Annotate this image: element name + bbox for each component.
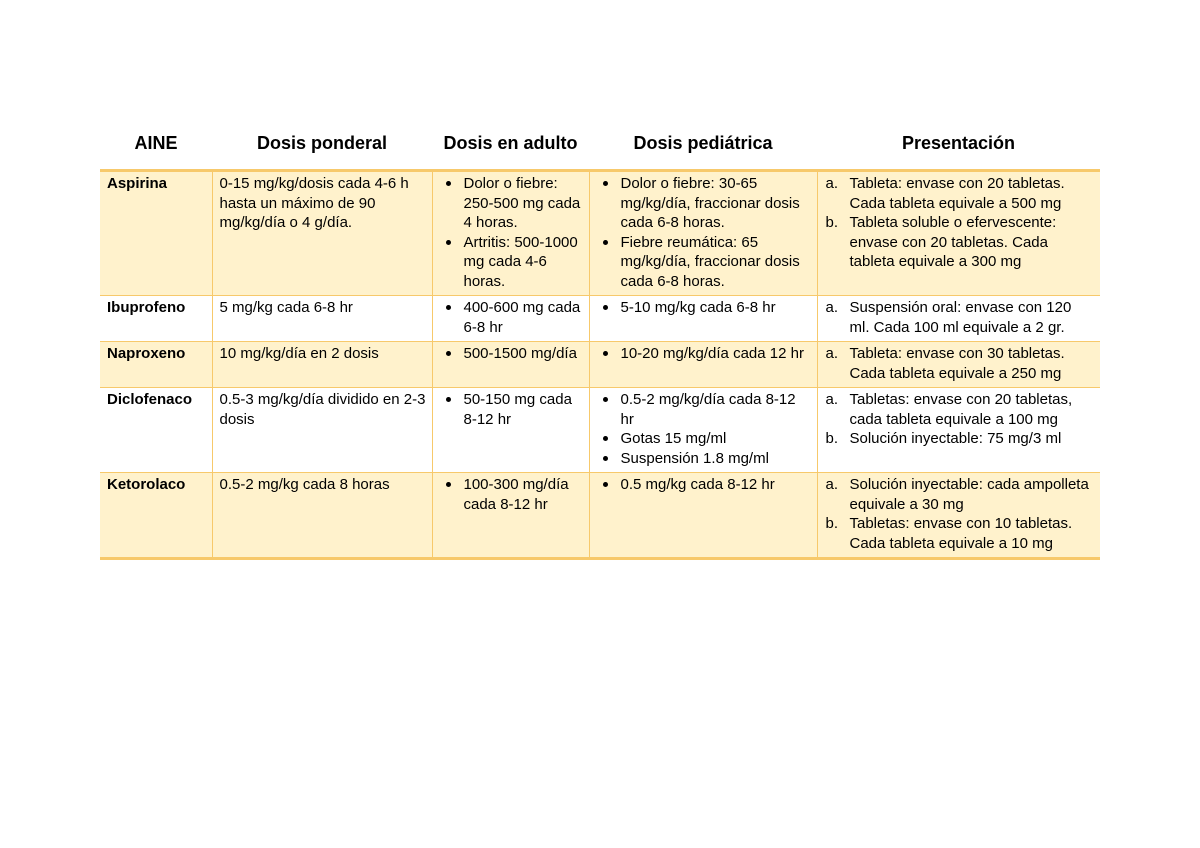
list-marker: a. xyxy=(825,175,839,192)
bullet-item: Artritis: 500-1000 mg cada 4-6 horas. xyxy=(464,233,583,292)
lettered-list xyxy=(825,298,1095,337)
presentation-text: Tableta: envase con 30 tabletas. Cada tableta equivale a 250 mg xyxy=(849,345,1065,382)
bullet-item: 500-1500 mg/día xyxy=(464,344,583,364)
aine-name-cell: Diclofenaco xyxy=(100,388,212,473)
dosis-pediatrica-cell xyxy=(589,473,817,559)
lettered-list xyxy=(825,475,1095,553)
bullet-item: 100-300 mg/día cada 8-12 hr xyxy=(464,475,583,514)
bullet-item: 0.5-2 mg/kg/día cada 8-12 hr xyxy=(621,390,811,429)
table-row xyxy=(100,342,1100,388)
list-marker: a. xyxy=(825,345,839,362)
dosis-pediatrica-cell xyxy=(589,342,817,388)
lettered-item xyxy=(825,344,1095,383)
bullet-item: 400-600 mg cada 6-8 hr xyxy=(464,298,583,337)
presentation-text: Tabletas: envase con 10 tabletas. Cada tableta equivale a 10 mg xyxy=(849,515,1073,552)
bullet-list xyxy=(440,475,583,514)
bullet-list xyxy=(440,390,583,429)
dosis-ponderal-cell: 0.5-3 mg/kg/día dividido en 2-3 dosis xyxy=(212,388,432,473)
list-marker: b. xyxy=(825,214,839,231)
bullet-item: 0.5 mg/kg cada 8-12 hr xyxy=(621,475,811,495)
presentation-text: Tableta: envase con 20 tabletas. Cada tableta equivale a 500 mg xyxy=(849,175,1065,212)
dosis-ponderal-cell: 0-15 mg/kg/dosis cada 4-6 h hasta un máximo de 90 mg/kg/día o 4 g/día. xyxy=(212,171,432,296)
table-row xyxy=(100,473,1100,559)
lettered-item xyxy=(825,213,1095,272)
bullet-list xyxy=(597,174,811,291)
bullet-item: 10-20 mg/kg/día cada 12 hr xyxy=(621,344,811,364)
table-row xyxy=(100,388,1100,473)
presentation-text: Tableta soluble o efervescente: envase con 20 tabletas. Cada tableta equivale a 300 mg xyxy=(849,214,1057,270)
header-dosis-pediatrica: Dosis pediátrica xyxy=(589,117,817,171)
dosis-adulto-cell xyxy=(432,388,589,473)
aine-name-cell: Naproxeno xyxy=(100,342,212,388)
lettered-item xyxy=(825,475,1095,514)
bullet-item: Dolor o fiebre: 250-500 mg cada 4 horas. xyxy=(464,174,583,233)
bullet-item: Gotas 15 mg/ml xyxy=(621,429,811,449)
aine-name-cell: Ibuprofeno xyxy=(100,296,212,342)
header-dosis-ponderal: Dosis ponderal xyxy=(212,117,432,171)
dosis-ponderal-cell: 5 mg/kg cada 6-8 hr xyxy=(212,296,432,342)
header-presentacion: Presentación xyxy=(817,117,1100,171)
dosis-pediatrica-cell xyxy=(589,171,817,296)
bullet-list xyxy=(440,344,583,364)
lettered-item xyxy=(825,429,1095,449)
list-marker: a. xyxy=(825,391,839,408)
lettered-item xyxy=(825,390,1095,429)
dosis-adulto-cell xyxy=(432,171,589,296)
bullet-list xyxy=(597,298,811,318)
bullet-list xyxy=(597,344,811,364)
aine-name-cell: Ketorolaco xyxy=(100,473,212,559)
presentacion-cell xyxy=(817,171,1100,296)
lettered-item xyxy=(825,514,1095,553)
bullet-item: 50-150 mg cada 8-12 hr xyxy=(464,390,583,429)
lettered-item xyxy=(825,174,1095,213)
table-body xyxy=(100,171,1100,559)
bullet-list xyxy=(440,174,583,291)
dosis-pediatrica-cell xyxy=(589,296,817,342)
dosis-adulto-cell xyxy=(432,296,589,342)
aine-dosage-table xyxy=(100,117,1100,560)
dosis-ponderal-cell: 0.5-2 mg/kg cada 8 horas xyxy=(212,473,432,559)
presentacion-cell xyxy=(817,342,1100,388)
header-aine: AINE xyxy=(100,117,212,171)
lettered-list xyxy=(825,174,1095,272)
lettered-item xyxy=(825,298,1095,337)
dosis-pediatrica-cell xyxy=(589,388,817,473)
header-row xyxy=(100,117,1100,171)
presentation-text: Solución inyectable: 75 mg/3 ml xyxy=(849,430,1062,447)
presentacion-cell xyxy=(817,296,1100,342)
presentation-text: Tabletas: envase con 20 tabletas, cada tableta equivale a 100 mg xyxy=(849,391,1073,428)
bullet-list xyxy=(440,298,583,337)
bullet-item: 5-10 mg/kg cada 6-8 hr xyxy=(621,298,811,318)
presentacion-cell xyxy=(817,473,1100,559)
aine-name-cell: Aspirina xyxy=(100,171,212,296)
list-marker: a. xyxy=(825,299,839,316)
table-row xyxy=(100,296,1100,342)
list-marker: b. xyxy=(825,430,839,447)
presentation-text: Suspensión oral: envase con 120 ml. Cada 100 ml equivale a 2 gr. xyxy=(849,299,1072,336)
bullet-item: Suspensión 1.8 mg/ml xyxy=(621,449,811,469)
presentation-text: Solución inyectable: cada ampolleta equivale a 30 mg xyxy=(849,476,1089,513)
dosis-ponderal-cell: 10 mg/kg/día en 2 dosis xyxy=(212,342,432,388)
list-marker: b. xyxy=(825,515,839,532)
list-marker: a. xyxy=(825,476,839,493)
presentacion-cell xyxy=(817,388,1100,473)
dosis-adulto-cell xyxy=(432,342,589,388)
header-dosis-adulto: Dosis en adulto xyxy=(432,117,589,171)
table-row xyxy=(100,171,1100,296)
bullet-list xyxy=(597,390,811,468)
bullet-item: Dolor o fiebre: 30-65 mg/kg/día, fraccionar dosis cada 6-8 horas. xyxy=(621,174,811,233)
lettered-list xyxy=(825,390,1095,449)
bullet-list xyxy=(597,475,811,495)
dosis-adulto-cell xyxy=(432,473,589,559)
bullet-item: Fiebre reumática: 65 mg/kg/día, fraccionar dosis cada 6-8 horas. xyxy=(621,233,811,292)
lettered-list xyxy=(825,344,1095,383)
